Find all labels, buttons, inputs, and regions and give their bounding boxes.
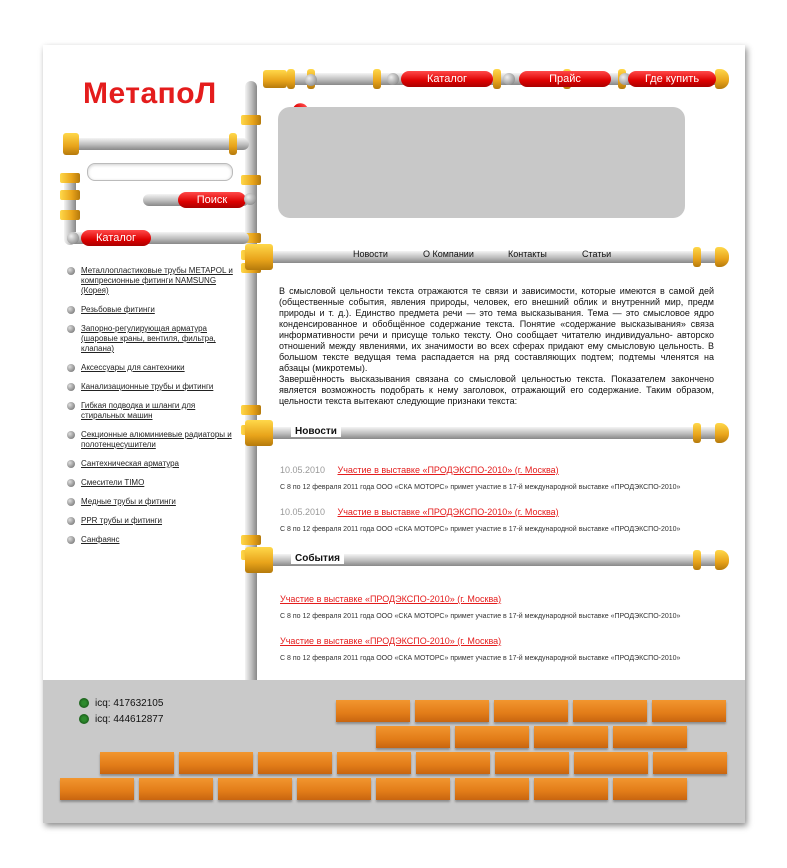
pipe-joint	[493, 69, 501, 89]
brick	[336, 700, 410, 722]
pipe-joint	[287, 69, 295, 89]
bullet-icon	[67, 536, 75, 544]
list-item[interactable]: Сантехническая арматура	[67, 459, 237, 469]
event-desc: С 8 по 12 февраля 2011 года ООО «СКА МОТОРС» примет участие в 17-й международной выставке «ПРОДЭКСПО-2010»	[280, 613, 681, 620]
tab-contacts[interactable]: Контакты	[508, 249, 547, 259]
news-item	[280, 460, 730, 491]
icq-contact: icq: 417632105	[79, 698, 163, 709]
pipe-nut-icon	[67, 232, 79, 244]
list-item[interactable]: Секционные алюминиевые радиаторы и полотенцесушители	[67, 430, 237, 450]
list-item[interactable]: Медные трубы и фитинги	[67, 497, 237, 507]
bullet-icon	[67, 364, 75, 372]
pipe-end-cap	[715, 69, 729, 89]
brick	[376, 726, 450, 748]
tab-articles[interactable]: Статьи	[582, 249, 612, 259]
pipe-joint	[241, 535, 261, 545]
pipe-joint	[693, 247, 701, 267]
list-item[interactable]: Запорно-регулирующая арматура (шаровые краны, вентиля, фильтра, клапана)	[67, 324, 237, 354]
list-item[interactable]: Резьбовые фитинги	[67, 305, 237, 315]
bullet-icon	[67, 383, 75, 391]
bullet-icon	[67, 267, 75, 275]
brick	[495, 752, 569, 774]
brick	[297, 778, 371, 800]
brick	[613, 726, 687, 748]
list-item[interactable]: Аксессуары для сантехники	[67, 363, 237, 373]
brick	[573, 700, 647, 722]
brick	[415, 700, 489, 722]
logo[interactable]: МетапоЛ	[83, 77, 217, 110]
event-link[interactable]: Участие в выставке «ПРОДЭКСПО-2010» (г. Москва)	[280, 594, 502, 604]
search-button[interactable]: Поиск	[178, 192, 246, 208]
bullet-icon	[67, 479, 75, 487]
news-desc: С 8 по 12 февраля 2011 года ООО «СКА МОТОРС» примет участие в 17-й международной выставке «ПРОДЭКСПО-2010»	[280, 526, 681, 533]
pipe-joint	[60, 173, 80, 183]
pipe-joint	[60, 210, 80, 220]
pipe-joint	[60, 190, 80, 200]
pipe-joint	[693, 423, 701, 443]
list-item[interactable]: PPR трубы и фитинги	[67, 516, 237, 526]
brick	[258, 752, 332, 774]
list-item[interactable]: Канализационные трубы и фитинги	[67, 382, 237, 392]
pipe-end-cap	[715, 423, 729, 443]
news-date: 10.05.2010	[280, 465, 326, 475]
brick	[494, 700, 568, 722]
main-text	[279, 286, 714, 407]
event-item	[280, 589, 730, 620]
banner-placeholder	[278, 107, 685, 218]
icq-flower-icon	[79, 698, 89, 708]
main-nav-pipe	[253, 251, 723, 263]
bullet-icon	[67, 402, 75, 410]
sidebar-catalog-label[interactable]: Каталог	[81, 230, 151, 246]
tab-news[interactable]: Новости	[353, 249, 388, 259]
news-item	[280, 502, 730, 533]
pipe-nut-icon	[244, 193, 256, 205]
pipe-elbow	[245, 244, 273, 270]
pipe-elbow	[263, 70, 287, 88]
brick	[337, 752, 411, 774]
pipe-elbow	[245, 547, 273, 573]
bullet-icon	[67, 517, 75, 525]
brick	[534, 726, 608, 748]
event-desc: С 8 по 12 февраля 2011 года ООО «СКА МОТОРС» примет участие в 17-й международной выставке «ПРОДЭКСПО-2010»	[280, 655, 681, 662]
icq-contact: icq: 444612877	[79, 714, 163, 725]
pipe-nut-icon	[503, 73, 515, 85]
pipe-joint	[693, 550, 701, 570]
news-date: 10.05.2010	[280, 507, 326, 517]
brick	[376, 778, 450, 800]
pipe-joint	[373, 69, 381, 89]
pipe-joint	[241, 175, 261, 185]
brick	[652, 700, 726, 722]
brick	[455, 778, 529, 800]
pipe-end-cap	[715, 247, 729, 267]
catalog-list	[67, 266, 237, 554]
brick	[653, 752, 727, 774]
text-paragraph: В смысловой цельности текста отражаются те связи и зависимости, которые имеются в самой дей (общественные события, явления природы, человек, его внешний облик и внутренний мир, предм природы и т. д.). Единство предмета речи — это тема высказывания. Тема — это смысловое ядро конденсированное и обобщённое содержание текста. Понятие «содержание высказывания» связа информативности речи и присуще только тексту. Оно сообщает читателю индивидуально- авторско отношений между явлениями, их значимости во всех сферах придают ему смысловую цельность. В большом тексте ведущая тема распадается на ряд составляющих подтем; подтемы членятся на абзацы (микротемы).	[279, 286, 714, 373]
bullet-icon	[67, 498, 75, 506]
brick	[534, 778, 608, 800]
list-item[interactable]: Гибкая подводка и шланги для стиральных машин	[67, 401, 237, 421]
pipe-joint	[241, 405, 261, 415]
pipe-joint	[241, 115, 261, 125]
brick	[100, 752, 174, 774]
brick	[574, 752, 648, 774]
icq-flower-icon	[79, 714, 89, 724]
brick	[60, 778, 134, 800]
footer	[43, 680, 745, 823]
brick	[455, 726, 529, 748]
event-item	[280, 631, 730, 662]
news-link[interactable]: Участие в выставке «ПРОДЭКСПО-2010» (г. Москва)	[337, 465, 559, 475]
left-top-pipe	[69, 138, 249, 150]
news-desc: С 8 по 12 февраля 2011 года ООО «СКА МОТОРС» примет участие в 17-й международной выставке «ПРОДЭКСПО-2010»	[280, 484, 681, 491]
list-item[interactable]: Металлопластиковые трубы METAPOL и компресионные фитинги NAMSUNG (Корея)	[67, 266, 237, 296]
brick	[139, 778, 213, 800]
event-link[interactable]: Участие в выставке «ПРОДЭКСПО-2010» (г. Москва)	[280, 636, 502, 646]
brick	[218, 778, 292, 800]
pipe-nut-icon	[387, 73, 399, 85]
list-item[interactable]: Смесители TIMO	[67, 478, 237, 488]
bullet-icon	[67, 325, 75, 333]
nav-catalog[interactable]: Каталог	[401, 71, 493, 87]
bullet-icon	[67, 431, 75, 439]
pipe-end-cap	[715, 550, 729, 570]
pipe-elbow	[63, 133, 79, 155]
news-title: Новости	[291, 426, 341, 437]
brick	[179, 752, 253, 774]
nav-price[interactable]: Прайс	[519, 71, 611, 87]
news-link[interactable]: Участие в выставке «ПРОДЭКСПО-2010» (г. Москва)	[337, 507, 559, 517]
page	[43, 45, 745, 823]
events-title: События	[291, 553, 344, 564]
bullet-icon	[67, 306, 75, 314]
pipe-nut-icon	[305, 74, 317, 86]
list-item[interactable]: Санфаянс	[67, 535, 237, 545]
main-vertical-pipe	[245, 81, 257, 701]
text-paragraph: Завершённость высказывания связана со смысловой цельностью текста. Показателем закончено является возможность подобрать к нему заголовок, отражающий его содержание. Таким образом, цельности текста вытекают следующие признаки текста:	[279, 374, 714, 406]
tab-about[interactable]: О Компании	[423, 249, 474, 259]
bullet-icon	[67, 460, 75, 468]
pipe-elbow	[245, 420, 273, 446]
nav-where-to-buy[interactable]: Где купить	[628, 71, 716, 87]
brick	[416, 752, 490, 774]
pipe-joint	[229, 133, 237, 155]
search-input[interactable]	[87, 163, 233, 181]
brick	[613, 778, 687, 800]
